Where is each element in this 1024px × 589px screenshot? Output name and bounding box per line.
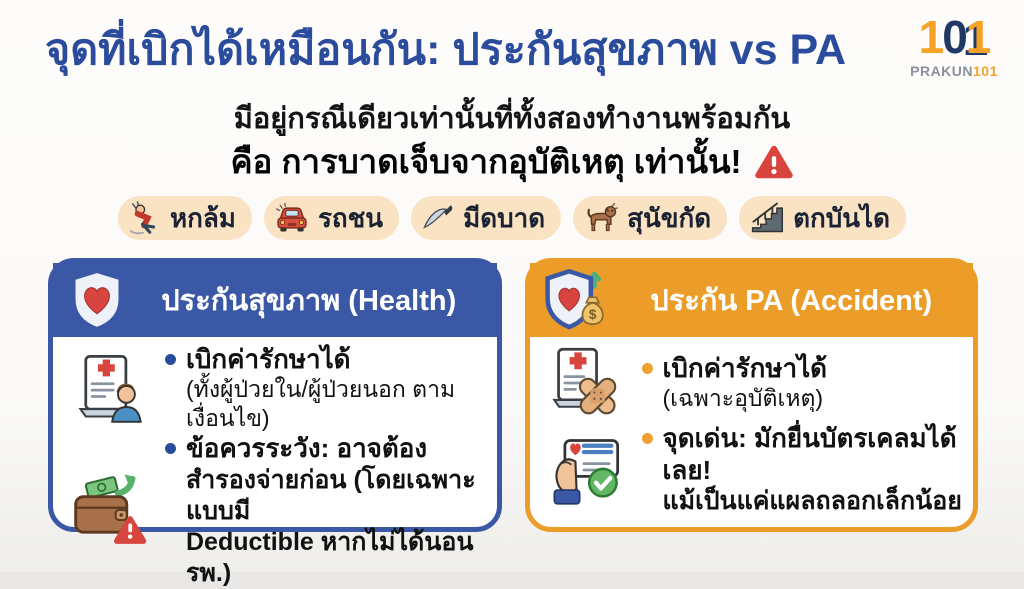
pa-card-header [530,263,974,337]
warning-triangle-icon [754,143,794,181]
wallet-warning-icon [69,470,149,550]
bullet-line: แม้เป็นแค่แผลถลอกเล็กน้อย [662,487,962,516]
pa-card-body [530,337,974,527]
bullet-line: (เฉพาะอุบัติเหตุ) [662,385,824,412]
badge-car-crash [264,196,399,240]
badge-label: สุนัขกัด [627,202,712,233]
intro-line-1: มีอยู่กรณีเดียวเท่านั้นที่ทั้งสองทำงานพร้อมกัน [233,103,791,135]
bullet-dot [165,443,176,454]
medical-bill-person-icon [71,350,147,426]
logo-brand-text: PRAKUN101 [910,63,998,79]
pa-bullet-claim [538,345,964,421]
logo-number: 101 [918,11,990,63]
health-insurance-card [48,258,502,587]
stairs-icon [749,201,785,235]
badge-label: มีดบาด [463,202,546,233]
prakun101-logo [904,11,1004,79]
badge-dog-bite [573,196,727,240]
badge-label: ตกบันได [793,202,891,233]
bullet-line: เบิกค่ารักษาได้ [186,344,351,374]
bullet-dot [165,354,176,365]
badge-fall [118,196,252,240]
bullet-line: จุดเด่น: มักยื่นบัตรเคลมได้เลย! [662,423,957,486]
pa-insurance-card [525,258,979,532]
health-card-title: ประกันสุขภาพ (Health) [161,285,457,317]
page-title: จุดที่เบิกได้เหมือนกัน: ประกันสุขภาพ vs PA [45,26,847,74]
health-card-body [53,337,497,587]
medical-bill-bandage-icon [548,345,624,421]
bullet-line: สำรองจ่ายก่อน (โดยเฉพาะแบบมี [186,465,476,525]
badge-fall-stairs [739,196,906,240]
dog-bite-icon [583,201,619,235]
shield-money-icon [544,268,616,332]
badge-label: รถชน [317,202,384,233]
bullet-line: ข้อควรระวัง: อาจต้อง [186,433,428,464]
pa-card-title: ประกัน PA (Accident) [650,285,933,317]
intro-block [0,99,1024,184]
car-crash-icon [274,201,310,235]
bullet-line: Deductible หากไม่ได้นอน รพ.) [186,527,474,587]
badge-knife-cut [411,196,561,240]
pa-bullet-highlight [538,422,964,517]
bullet-dot [642,363,653,374]
comparison-cards [48,258,978,587]
health-card-header [53,263,497,337]
claim-card-check-icon [548,432,624,508]
bullet-line: (ทั้งผู้ป่วยใน/ผู้ป่วยนอก ตามเงื่อนไข) [186,376,456,431]
bullet-line: เบิกค่ารักษาได้ [662,353,828,384]
badge-label: หกล้ม [169,202,236,233]
knife-icon [421,201,455,235]
svg-text:$: $ [588,306,596,322]
bullet-dot [642,433,653,444]
shield-heart-icon [67,268,127,332]
intro-line-2: คือ การบาดเจ็บจากอุบัติเหตุ เท่านั้น! [0,140,1024,185]
health-bullet-claim [61,343,487,432]
accident-badges [0,196,1024,240]
person-falling-icon [128,201,162,235]
health-bullet-caution [61,432,487,588]
